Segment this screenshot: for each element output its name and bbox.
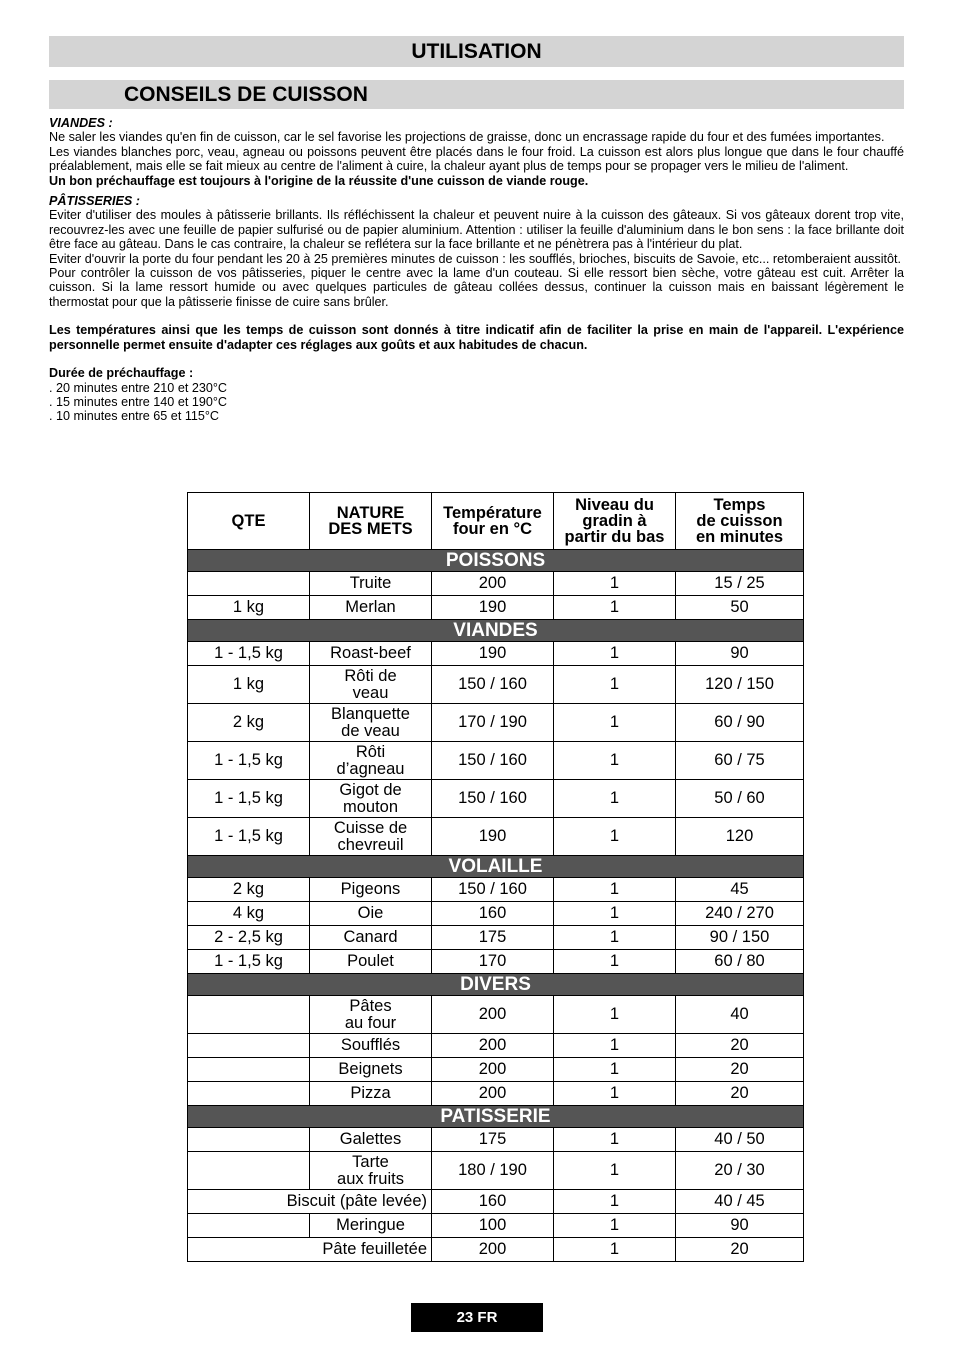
patisseries-paragraph-2: Eviter d'ouvrir la porte du four pendant les 20 à 25 premières minutes de cuisson : les soufflés, brioches, biscuits de Savoie, etc... retomberaient aussitôt. xyxy=(49,251,901,266)
table-header-row xyxy=(188,493,804,550)
cell-dish: Beignets xyxy=(310,1058,432,1082)
section-row xyxy=(188,550,804,572)
cell-qte xyxy=(188,1082,310,1106)
cell-temperature: 170 / 190 xyxy=(432,704,554,742)
cell-qte: 1 - 1,5 kg xyxy=(188,950,310,974)
cell-level: 1 xyxy=(554,1058,676,1082)
cell-qte xyxy=(188,996,310,1034)
header-niveau: Niveau du gradin à partir du bas xyxy=(554,493,676,550)
cell-dish: Poulet xyxy=(310,950,432,974)
cell-time: 15 / 25 xyxy=(676,572,804,596)
cell-level: 1 xyxy=(554,1238,676,1262)
table-row xyxy=(188,926,804,950)
cell-dish: Blanquette de veau xyxy=(310,704,432,742)
cell-temperature: 150 / 160 xyxy=(432,878,554,902)
preheat-line-1: . 20 minutes entre 210 et 230°C xyxy=(49,380,227,395)
cell-temperature: 180 / 190 xyxy=(432,1152,554,1190)
header-temps: Temps de cuisson en minutes xyxy=(676,493,804,550)
table-row xyxy=(188,572,804,596)
cell-level: 1 xyxy=(554,1190,676,1214)
cell-time: 120 / 150 xyxy=(676,666,804,704)
table-row xyxy=(188,950,804,974)
cell-dish: Soufflés xyxy=(310,1034,432,1058)
table-row xyxy=(188,1034,804,1058)
viandes-label: VIANDES : xyxy=(49,116,113,130)
cell-qte xyxy=(188,572,310,596)
cell-temperature: 160 xyxy=(432,902,554,926)
cell-level: 1 xyxy=(554,596,676,620)
cell-temperature: 160 xyxy=(432,1190,554,1214)
cell-temperature: 150 / 160 xyxy=(432,780,554,818)
cooking-table xyxy=(187,492,804,1262)
cell-level: 1 xyxy=(554,1152,676,1190)
cell-time: 90 / 150 xyxy=(676,926,804,950)
cell-qte: 2 - 2,5 kg xyxy=(188,926,310,950)
cell-temperature: 200 xyxy=(432,1082,554,1106)
section-row xyxy=(188,856,804,878)
cell-dish: Meringue xyxy=(310,1214,432,1238)
cell-dish: Rôti d’agneau xyxy=(310,742,432,780)
cell-qte xyxy=(188,1214,310,1238)
table-row xyxy=(188,878,804,902)
cell-dish: Pigeons xyxy=(310,878,432,902)
cell-dish: Oie xyxy=(310,902,432,926)
table-row xyxy=(188,1058,804,1082)
cell-qte: 2 kg xyxy=(188,704,310,742)
cell-temperature: 200 xyxy=(432,1238,554,1262)
section-label: VIANDES xyxy=(188,620,804,642)
cell-qte: 1 kg xyxy=(188,596,310,620)
cell-temperature: 170 xyxy=(432,950,554,974)
cell-time: 90 xyxy=(676,642,804,666)
cell-time: 90 xyxy=(676,1214,804,1238)
table-row xyxy=(188,996,804,1034)
cell-time: 20 xyxy=(676,1034,804,1058)
cell-level: 1 xyxy=(554,878,676,902)
cell-dish: Biscuit (pâte levée) xyxy=(188,1190,432,1214)
cell-level: 1 xyxy=(554,572,676,596)
cell-temperature: 190 xyxy=(432,642,554,666)
viandes-paragraph-2: Les viandes blanches porc, veau, agneau ou poissons peuvent être placés dans le four froid. La cuisson est alors plus longue que dans le four chauffé préalablement, mais elle se fait mieux au centre de l'aliment à cuire, la chaleur ayant plus de temps pour se propager vers le milieu de l'aliment. xyxy=(49,144,904,174)
cell-dish: Galettes xyxy=(310,1128,432,1152)
table-row xyxy=(188,818,804,856)
table-row xyxy=(188,666,804,704)
preheat-label: Durée de préchauffage : xyxy=(49,366,194,381)
cell-dish: Pâtes au four xyxy=(310,996,432,1034)
cell-dish: Pâte feuilletée xyxy=(188,1238,432,1262)
cell-level: 1 xyxy=(554,704,676,742)
cell-time: 60 / 90 xyxy=(676,704,804,742)
cell-time: 45 xyxy=(676,878,804,902)
cell-level: 1 xyxy=(554,926,676,950)
section-row xyxy=(188,1106,804,1128)
cell-time: 240 / 270 xyxy=(676,902,804,926)
section-label: DIVERS xyxy=(188,974,804,996)
table-row xyxy=(188,1128,804,1152)
cell-qte: 1 - 1,5 kg xyxy=(188,742,310,780)
table-row xyxy=(188,1082,804,1106)
cell-level: 1 xyxy=(554,1128,676,1152)
cell-dish: Pizza xyxy=(310,1082,432,1106)
table-row xyxy=(188,1238,804,1262)
table-row xyxy=(188,742,804,780)
cell-dish: Cuisse de chevreuil xyxy=(310,818,432,856)
cell-time: 20 xyxy=(676,1058,804,1082)
header-nature: NATURE DES METS xyxy=(310,493,432,550)
cell-time: 120 xyxy=(676,818,804,856)
cell-temperature: 100 xyxy=(432,1214,554,1238)
cell-time: 40 / 50 xyxy=(676,1128,804,1152)
header-qte: QTE xyxy=(188,493,310,550)
viandes-paragraph-1: Ne saler les viandes qu'en fin de cuisson, car le sel favorise les projections de graisse, donc un encrassage rapide du four et des fumées importantes. xyxy=(49,130,885,145)
cell-qte: 4 kg xyxy=(188,902,310,926)
cell-time: 20 / 30 xyxy=(676,1152,804,1190)
cell-level: 1 xyxy=(554,642,676,666)
section-label: POISSONS xyxy=(188,550,804,572)
cell-qte xyxy=(188,1128,310,1152)
cell-dish: Gigot de mouton xyxy=(310,780,432,818)
table-row xyxy=(188,1152,804,1190)
cell-level: 1 xyxy=(554,950,676,974)
cell-time: 50 xyxy=(676,596,804,620)
cell-qte: 1 - 1,5 kg xyxy=(188,818,310,856)
patisseries-paragraph-3: Pour contrôler la cuisson de vos pâtisseries, piquer le centre avec la lame d'un couteau. Si elle ressort bien sèche, votre gâteau est cuit. Arrêter la cuisson. Si la lame ressort humide ou avec quelques particules de gâteau collées dessus, continuer la cuisson mais en baissant légèrement le thermostat pour que la pâtisserie finisse de cuire sans brûler. xyxy=(49,266,904,309)
cell-temperature: 150 / 160 xyxy=(432,666,554,704)
section-row xyxy=(188,974,804,996)
cell-level: 1 xyxy=(554,780,676,818)
cell-qte: 2 kg xyxy=(188,878,310,902)
cell-qte: 1 - 1,5 kg xyxy=(188,780,310,818)
preheat-line-2: . 15 minutes entre 140 et 190°C xyxy=(49,394,227,409)
cell-temperature: 175 xyxy=(432,1128,554,1152)
patisseries-paragraph-1: Eviter d'utiliser des moules à pâtisserie brillants. Ils réfléchissent la chaleur et peuvent nuire à la cuisson des gâteaux. Si vos gâteaux dorent trop vite, recouvrez-les avec une feuille de papier sulfurisé ou de papier aluminium. Attention : utiliser la feuille d'aluminium dans le bon sens : la face brillante doit être face au gâteau. Dans le cas contraire, la chaleur se reflétera sur la face brillante et ne pénètrera pas à l'intérieur du plat. xyxy=(49,208,904,252)
cell-dish: Tarte aux fruits xyxy=(310,1152,432,1190)
section-header: UTILISATION xyxy=(49,36,904,67)
intro-text xyxy=(49,116,904,424)
cell-level: 1 xyxy=(554,818,676,856)
page-number: 23 FR xyxy=(411,1303,543,1332)
cell-dish: Rôti de veau xyxy=(310,666,432,704)
cell-temperature: 200 xyxy=(432,572,554,596)
indicative-note: Les températures ainsi que les temps de cuisson sont donnés à titre indicatif afin de faciliter la prise en main de l'appareil. L'expérience personnelle permet ensuite d'adapter ces réglages aux goûts et aux habitudes de chacun. xyxy=(49,323,904,352)
cell-temperature: 190 xyxy=(432,818,554,856)
cell-temperature: 150 / 160 xyxy=(432,742,554,780)
cell-dish: Canard xyxy=(310,926,432,950)
page-title: CONSEILS DE CUISSON xyxy=(49,80,904,109)
table-row xyxy=(188,1190,804,1214)
table-row xyxy=(188,596,804,620)
table-row xyxy=(188,902,804,926)
table-row xyxy=(188,704,804,742)
cell-temperature: 200 xyxy=(432,996,554,1034)
cell-temperature: 200 xyxy=(432,1034,554,1058)
cell-dish: Merlan xyxy=(310,596,432,620)
table-row xyxy=(188,1214,804,1238)
section-label: VOLAILLE xyxy=(188,856,804,878)
cell-time: 20 xyxy=(676,1082,804,1106)
section-label: PATISSERIE xyxy=(188,1106,804,1128)
cell-dish: Roast-beef xyxy=(310,642,432,666)
preheat-line-3: . 10 minutes entre 65 et 115°C xyxy=(49,409,220,424)
cell-time: 60 / 75 xyxy=(676,742,804,780)
cell-qte: 1 kg xyxy=(188,666,310,704)
table-row xyxy=(188,642,804,666)
cell-level: 1 xyxy=(554,666,676,704)
cell-time: 50 / 60 xyxy=(676,780,804,818)
cell-time: 20 xyxy=(676,1238,804,1262)
cell-time: 40 / 45 xyxy=(676,1190,804,1214)
cell-qte xyxy=(188,1058,310,1082)
cell-temperature: 200 xyxy=(432,1058,554,1082)
cell-temperature: 190 xyxy=(432,596,554,620)
cell-time: 60 / 80 xyxy=(676,950,804,974)
section-row xyxy=(188,620,804,642)
cell-level: 1 xyxy=(554,902,676,926)
cell-qte xyxy=(188,1152,310,1190)
cell-level: 1 xyxy=(554,1082,676,1106)
cell-level: 1 xyxy=(554,996,676,1034)
cell-qte xyxy=(188,1034,310,1058)
cell-temperature: 175 xyxy=(432,926,554,950)
cell-level: 1 xyxy=(554,1034,676,1058)
cell-level: 1 xyxy=(554,742,676,780)
cell-level: 1 xyxy=(554,1214,676,1238)
cell-time: 40 xyxy=(676,996,804,1034)
patisseries-label: PÂTISSERIES : xyxy=(49,194,140,209)
viandes-bold-note: Un bon préchauffage est toujours à l'origine de la réussite d'une cuisson de viande rouge. xyxy=(49,173,589,188)
header-temperature: Température four en °C xyxy=(432,493,554,550)
table-row xyxy=(188,780,804,818)
cell-qte: 1 - 1,5 kg xyxy=(188,642,310,666)
cell-dish: Truite xyxy=(310,572,432,596)
